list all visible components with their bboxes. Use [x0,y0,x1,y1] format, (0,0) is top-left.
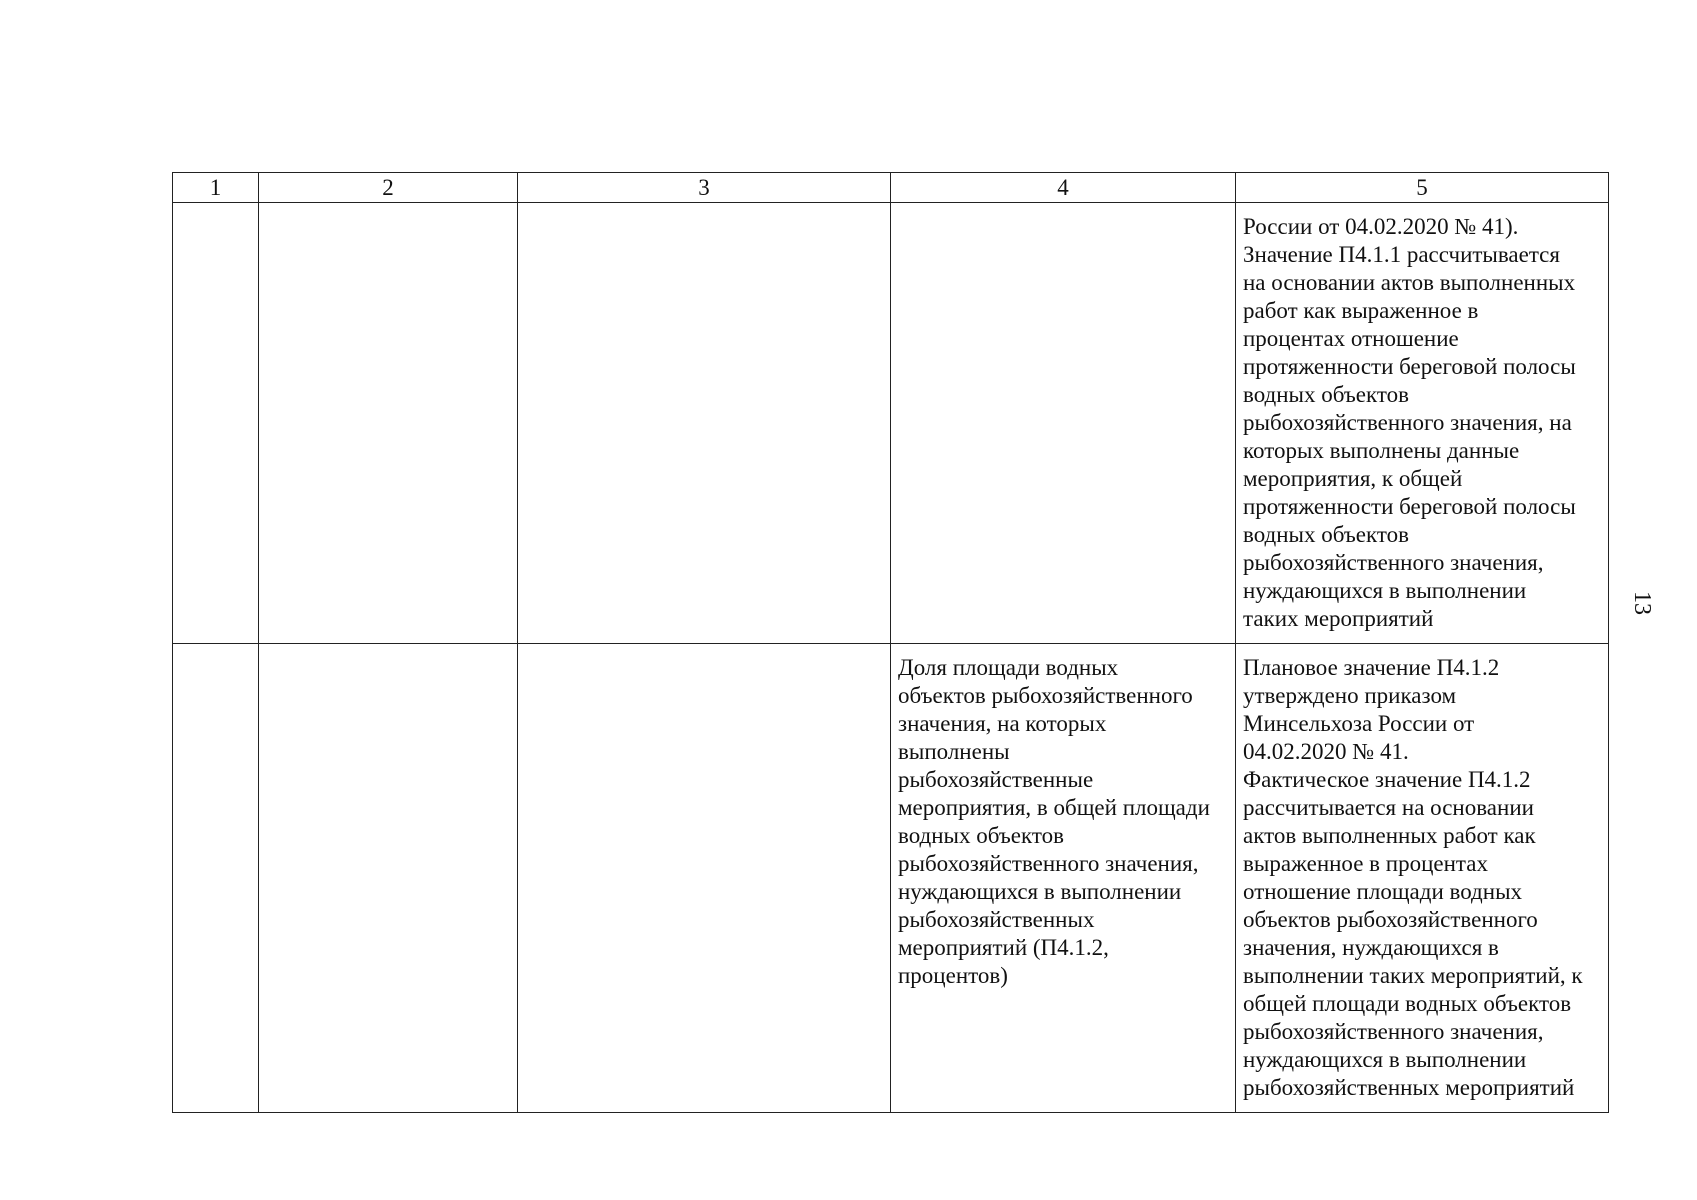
cell-text [518,203,890,221]
column-header-2: 2 [259,173,518,203]
cell-text [259,203,517,221]
column-header-3: 3 [518,173,891,203]
cell-text [173,203,258,221]
table-row [173,644,1609,1113]
column-header-1: 1 [173,173,259,203]
table-cell [259,644,518,1113]
table-row [173,203,1609,644]
document-table [172,172,1609,1113]
header-row [173,173,1609,203]
table-cell [173,203,259,644]
indicator-name-text: Доля площади водных объектов рыбохозяйственного значения, на которых выполнены рыбохозяйственные мероприятия, в общей площади водных объектов рыбохозяйственного значения, нуждающихся в выполнении рыбохозяйственных мероприятий (П4.1.2, процентов) [898,655,1210,988]
cell-text [259,644,517,662]
table-cell [518,203,891,644]
table-cell [173,644,259,1113]
column-header-4: 4 [891,173,1236,203]
table-cell [1236,644,1609,1113]
cell-text [518,644,890,662]
cell-text [891,203,1235,221]
calculation-method-text: России от 04.02.2020 № 41). Значение П4.1.1 рассчитывается на основании актов выполненных работ как выраженное в процентах отношение протяженности береговой полосы водных объектов рыбохозяйственного значения, на которых выполнены данные мероприятия, к общей протяженности береговой полосы водных объектов рыбохозяйственного значения, нуждающихся в выполнении таких мероприятий [1243,214,1576,631]
table-cell [891,203,1236,644]
table-cell [518,644,891,1113]
table-cell [259,203,518,644]
page-number: 13 [1629,591,1655,615]
calculation-method-text: Плановое значение П4.1.2 утверждено приказом Минсельхоза России от 04.02.2020 № 41. Фактическое значение П4.1.2 рассчитывается на основании актов выполненных работ как выраженное в процентах отношение площади водных объектов рыбохозяйственного значения, нуждающихся в выполнении таких мероприятий, к общей площади водных объектов рыбохозяйственного значения, нуждающихся в выполнении рыбохозяйственных мероприятий [1243,655,1583,1100]
table-cell [891,644,1236,1113]
cell-text [173,644,258,662]
table-cell [1236,203,1609,644]
column-header-5: 5 [1236,173,1609,203]
